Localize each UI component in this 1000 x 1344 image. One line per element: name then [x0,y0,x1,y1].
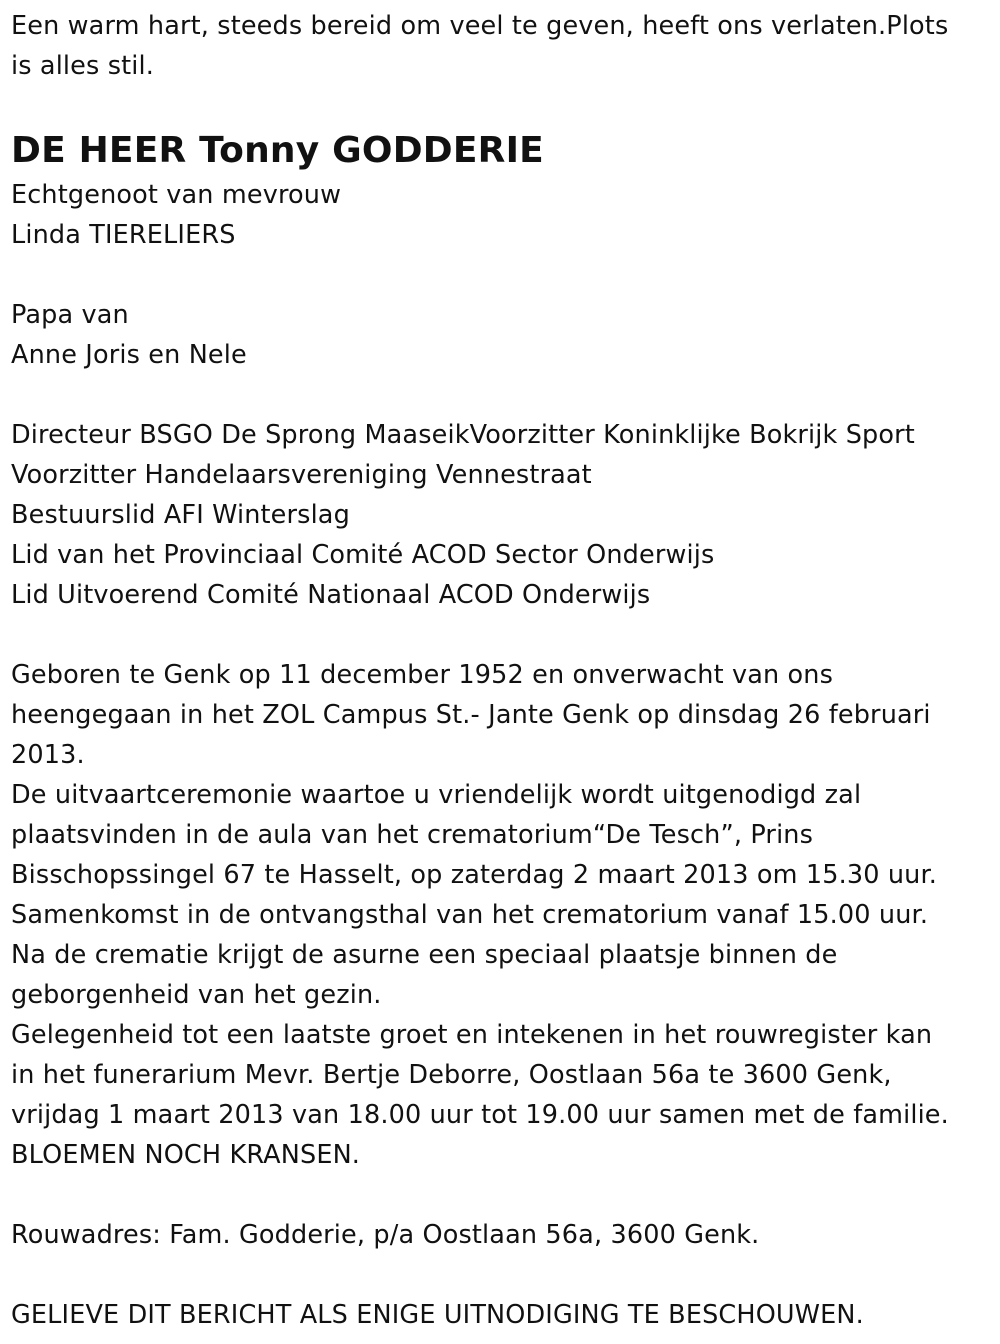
spouse-block [11,175,993,255]
spacer [11,1255,993,1295]
details-line: vrijdag 1 maart 2013 van 18.00 uur tot 19.00 uur samen met de familie. [11,1100,949,1130]
mourning-address: Rouwadres: Fam. Godderie, p/a Oostlaan 56a, 3600 Genk. [11,1220,760,1250]
details-line: BLOEMEN NOCH KRANSEN. [11,1140,361,1170]
spacer [11,615,993,655]
details-line: Bisschopssingel 67 te Hasselt, op zaterdag 2 maart 2013 om 15.30 uur. [11,860,938,890]
details-line: Samenkomst in de ontvangsthal van het crematorium vanaf 15.00 uur. [11,900,929,930]
intro-line: Een warm hart, steeds bereid om veel te geven, heeft ons verlaten.Plots [11,11,949,41]
details-line: geborgenheid van het gezin. [11,980,382,1010]
details-line: Na de crematie krijgt de asurne een speciaal plaatsje binnen de [11,940,838,970]
obituary-document [11,6,993,1335]
details-line: De uitvaartceremonie waartoe u vriendelijk wordt uitgenodigd zal [11,780,862,810]
details-line: in het funerarium Mevr. Bertje Deborre, Oostlaan 56a te 3600 Genk, [11,1060,892,1090]
functions-block [11,415,993,615]
spacer [11,375,993,415]
details-line: 2013. [11,740,85,770]
spouse-line: Linda TIERELIERS [11,220,236,250]
closing-notice: GELIEVE DIT BERICHT ALS ENIGE UITNODIGING TE BESCHOUWEN. [11,1300,864,1330]
spouse-line: Echtgenoot van mevrouw [11,180,342,210]
details-line: heengegaan in het ZOL Campus St.- Jante Genk op dinsdag 26 februari [11,700,931,730]
function-line: Lid van het Provinciaal Comité ACOD Sector Onderwijs [11,540,715,570]
details-block [11,655,993,1175]
deceased-name: DE HEER Tonny GODDERIE [11,130,544,171]
details-line: Gelegenheid tot een laatste groet en intekenen in het rouwregister kan [11,1020,933,1050]
details-line: plaatsvinden in de aula van het crematorium“De Tesch”, Prins [11,820,814,850]
details-line: Geboren te Genk op 11 december 1952 en onverwacht van ons [11,660,834,690]
children-line: Papa van [11,300,129,330]
function-line: Voorzitter Handelaarsvereniging Vennestraat [11,460,592,490]
spacer [11,255,993,295]
children-line: Anne Joris en Nele [11,340,247,370]
intro-paragraph [11,6,993,86]
intro-line: is alles stil. [11,51,155,81]
function-line: Directeur BSGO De Sprong MaaseikVoorzitter Koninklijke Bokrijk Sport [11,420,915,450]
function-line: Bestuurslid AFI Winterslag [11,500,350,530]
function-line: Lid Uitvoerend Comité Nationaal ACOD Onderwijs [11,580,651,610]
children-block [11,295,993,375]
spacer [11,1175,993,1215]
